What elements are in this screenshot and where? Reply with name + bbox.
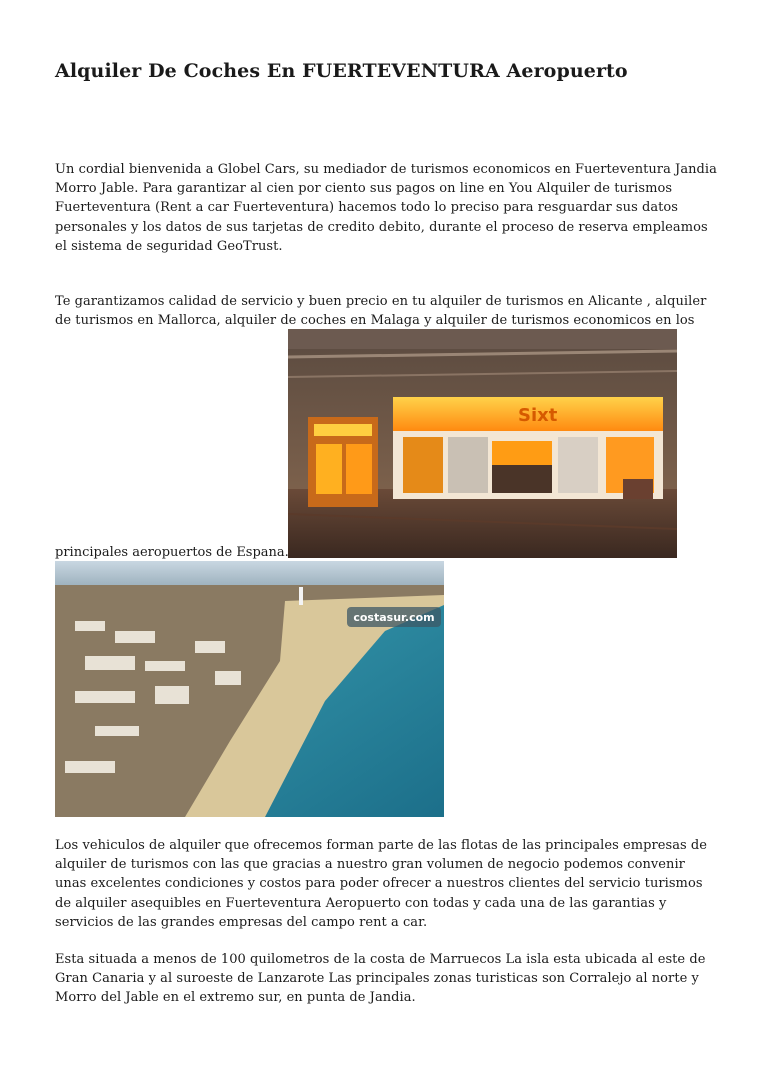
paragraph-island: Esta situada a menos de 100 quilometros de la costa de Marruecos La isla esta ubicada al este de Gran Canaria y al suroeste de Lanzarote Las principales zonas turisticas son Corralejo al norte y Morro del Jable en el extremo sur, en punta de Jandia.	[55, 952, 706, 1006]
page-title: Alquiler De Coches En FUERTEVENTURA Aeropuerto	[55, 60, 628, 82]
beach-aerial-illustration	[55, 561, 444, 817]
sixt-sign-text: Sixt	[518, 405, 558, 426]
paragraph-guarantee-tail: principales aeropuertos de Espana.	[55, 545, 289, 560]
paragraph-guarantee: Te garantizamos calidad de servicio y buen precio en tu alquiler de turismos en Alicante , alquiler de turismos en Mallorca, alquiler de coches en Malaga y alquiler de turismos economicos en los	[55, 294, 707, 329]
paragraph-intro: Un cordial bienvenida a Globel Cars, su mediador de turismos economicos en Fuerteventura Jandia Morro Jable. Para garantizar al cien por ciento sus pagos on line en You Alquiler de turismos Fuerteventura (Rent a car Fuerteventura) hacemos todo lo preciso para resguardar sus datos personales y los datos de sus tarjetas de credito debito, durante el proceso de reserva empleamos el sistema de seguridad GeoTrust.	[55, 162, 717, 254]
beach-aerial-photo	[55, 561, 444, 817]
rental-office-photo	[288, 329, 677, 558]
costasur-watermark: costasur.com	[353, 611, 435, 624]
paragraph-vehicles: Los vehiculos de alquiler que ofrecemos forman parte de las flotas de las principales empresas de alquiler de turismos con las que gracias a nuestro gran volumen de negocio podemos convenir unas excelentes condiciones y costos para poder ofrecer a nuestros clientes del servicio turismos de alquiler asequibles en Fuerteventura Aeropuerto con todas y cada una de las garantias y servicios de las grandes empresas del campo rent a car.	[55, 838, 708, 930]
rental-office-illustration	[288, 329, 677, 558]
